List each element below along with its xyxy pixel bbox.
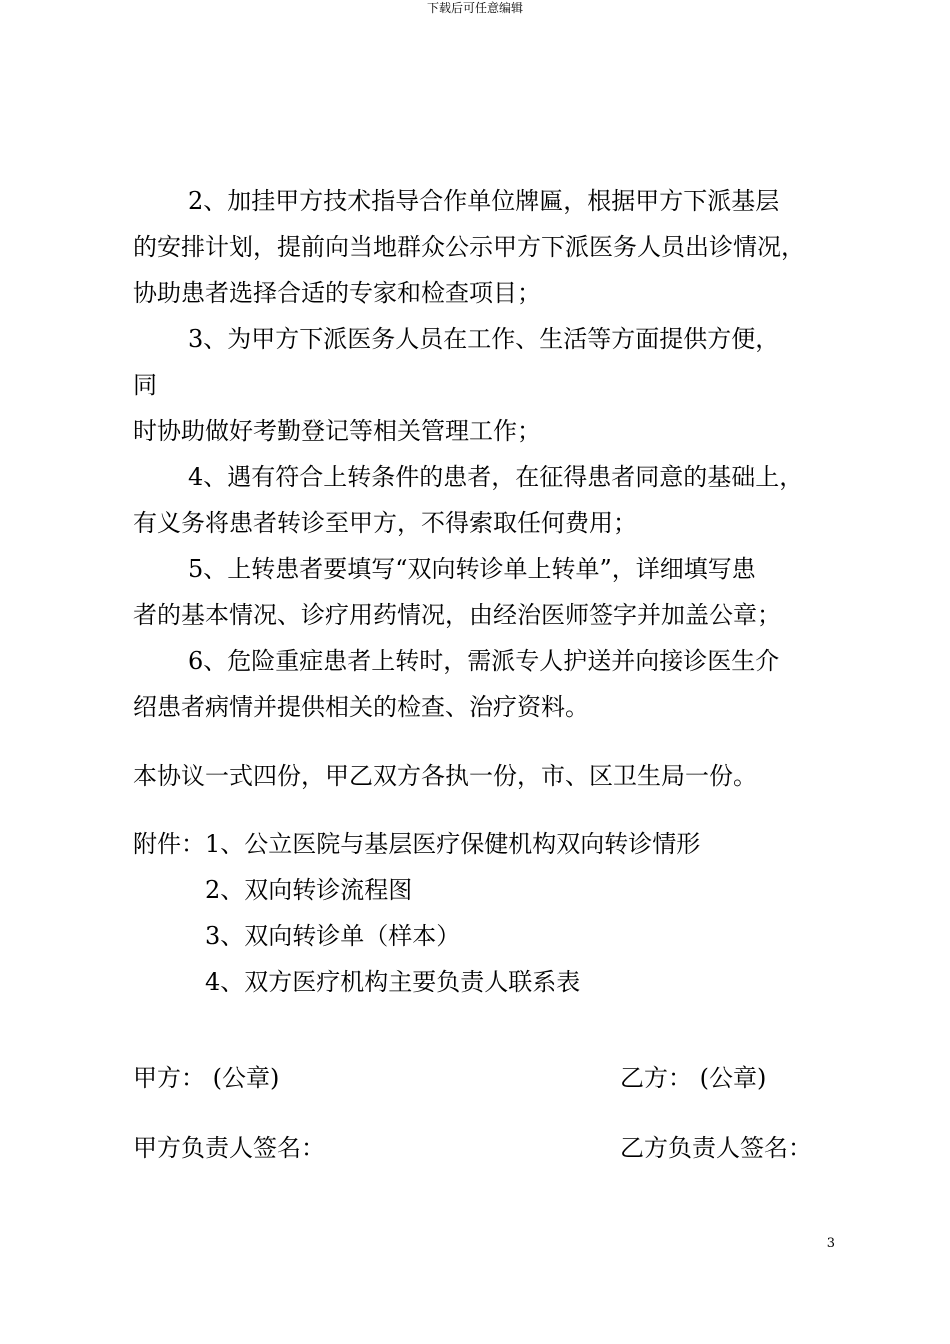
paragraph-4-line-1: 4、遇有符合上转条件的患者，在征得患者同意的基础上， bbox=[188, 463, 804, 491]
paragraph-3-line-3: 时协助做好考勤登记等相关管理工作； bbox=[133, 417, 541, 445]
paragraph-6-line-1: 6、危险重症患者上转时，需派专人护送并向接诊医生介 bbox=[188, 647, 780, 675]
copies-note: 本协议一式四份，甲乙双方各执一份，市、区卫生局一份。 bbox=[133, 762, 757, 790]
paragraph-4-line-2: 有义务将患者转诊至甲方，不得索取任何费用； bbox=[133, 509, 637, 537]
attachment-item-1: 1、公立医院与基层医疗保健机构双向转诊情形 bbox=[205, 830, 701, 858]
party-a-seal: 甲方： (公章) bbox=[133, 1064, 280, 1092]
attachment-item-3: 3、双向转诊单（样本） bbox=[205, 922, 461, 950]
paragraph-2-line-3: 协助患者选择合适的专家和检查项目； bbox=[133, 279, 541, 307]
page-number: 3 bbox=[826, 1236, 835, 1251]
attachment-item-2: 2、双向转诊流程图 bbox=[205, 876, 413, 904]
paragraph-3-line-1: 3、为甲方下派医务人员在工作、生活等方面提供方便， bbox=[188, 325, 780, 353]
paragraph-5-line-1: 5、上转患者要填写“双向转诊单上转单”，详细填写患 bbox=[188, 555, 756, 583]
party-b-signature-label: 乙方负责人签名： bbox=[620, 1134, 812, 1162]
paragraph-5-line-2: 者的基本情况、诊疗用药情况，由经治医师签字并加盖公章； bbox=[133, 601, 781, 629]
paragraph-6-line-2: 绍患者病情并提供相关的检查、治疗资料。 bbox=[133, 693, 589, 721]
party-a-signature-label: 甲方负责人签名： bbox=[133, 1134, 325, 1162]
paragraph-3-line-2: 同 bbox=[133, 371, 157, 399]
page-header: 下载后可任意编辑 bbox=[426, 1, 523, 15]
party-b-seal: 乙方： (公章) bbox=[620, 1064, 767, 1092]
attachment-item-4: 4、双方医疗机构主要负责人联系表 bbox=[205, 968, 581, 996]
attachments-label: 附件： bbox=[133, 830, 205, 858]
paragraph-2-line-1: 2、加挂甲方技术指导合作单位牌匾，根据甲方下派基层 bbox=[188, 187, 780, 215]
paragraph-2-line-2: 的安排计划，提前向当地群众公示甲方下派医务人员出诊情况， bbox=[133, 233, 805, 261]
